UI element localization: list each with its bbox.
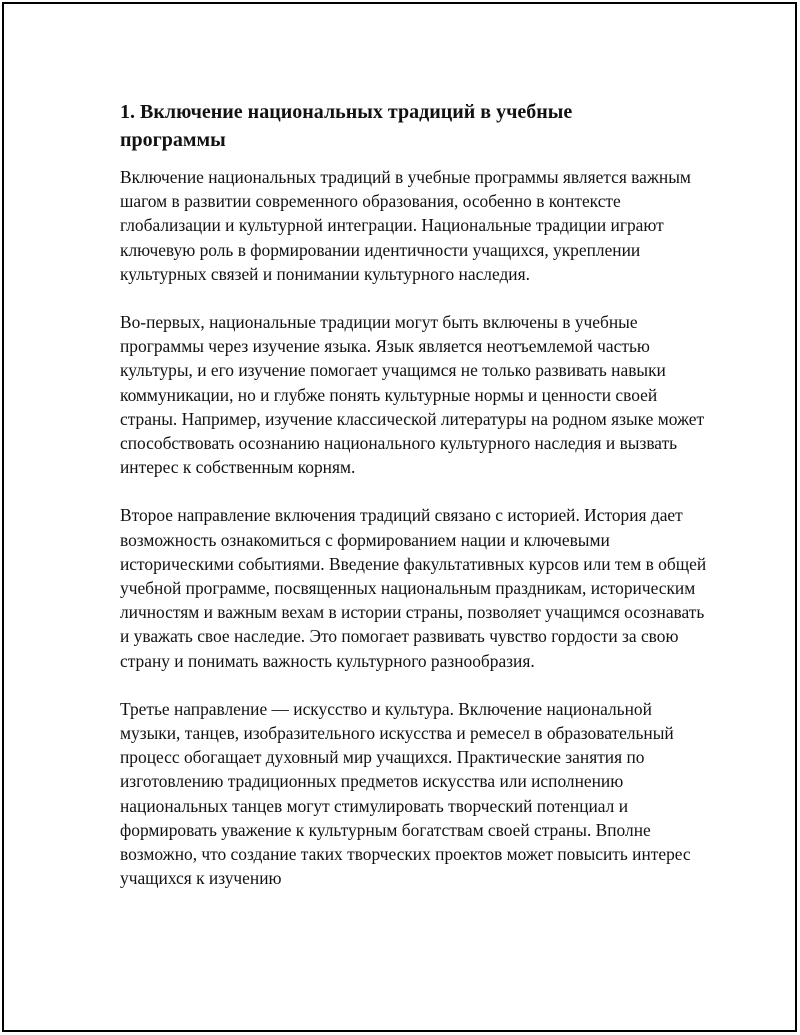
document-body — [120, 98, 710, 914]
section-heading: 1. Включение национальных традиций в учебные программы — [120, 101, 573, 151]
document-page — [2, 2, 797, 1032]
paragraph-introduction: Включение национальных традиций в учебные программы является важным шагом в развитии современного образования, особенно в контексте глобализации и культурной интеграции. Национальные традиции играют ключевую роль в формировании идентичности учащихся, укреплении культурных связей и понимании культурного наследия. — [120, 167, 691, 284]
paragraph-language: Во-первых, национальные традиции могут быть включены в учебные программы через изучение языка. Язык является неотъемлемой частью культуры, и его изучение помогает учащимся не только развивать навыки коммуникации, но и глубже понять культурные нормы и ценности своей страны. Например, изучение классической литературы на родном языке может способствовать осознанию национального культурного наследия и вызвать интерес к собственным корням. — [120, 312, 705, 478]
paragraph-art-culture: Третье направление — искусство и культура. Включение национальной музыки, танцев, изобразительного искусства и ремесел в образовательный процесс обогащает духовный мир учащихся. Практические занятия по изготовлению традиционных предметов искусства или исполнению национальных танцев могут стимулировать творческий потенциал и формировать уважение к культурным богатствам своей страны. Вполне возможно, что создание таких творческих проектов может повысить интерес учащихся к изучению — [120, 698, 691, 889]
paragraph-history: Второе направление включения традиций связано с историей. История дает возможность ознакомиться с формированием нации и ключевыми историческими событиями. Введение факультативных курсов или тем в общей учебной программе, посвященных национальным праздникам, историческим личностям и важным вехам в истории страны, позволяет учащимся осознавать и уважать свое наследие. Это помогает развивать чувство гордости за свою страну и понимать важность культурного разнообразия. — [120, 505, 707, 671]
